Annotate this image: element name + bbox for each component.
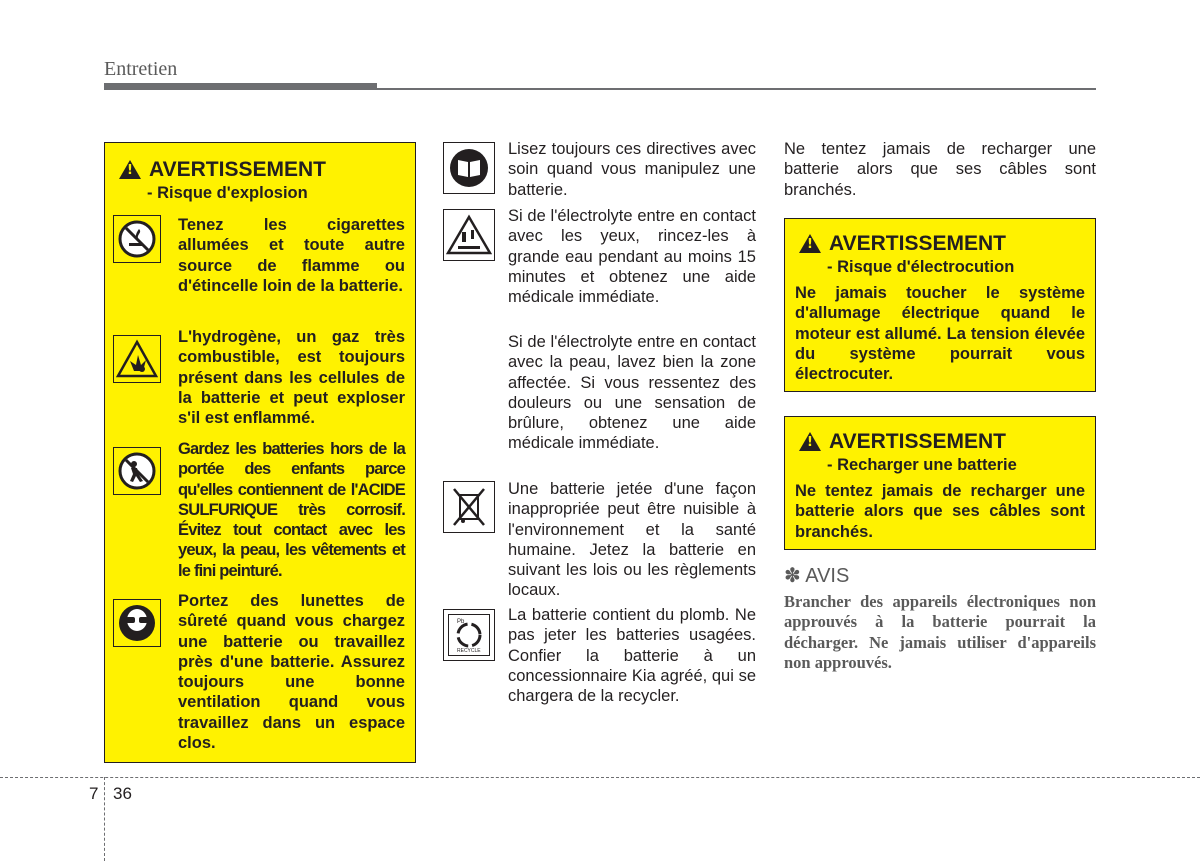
warning-item — [113, 215, 405, 296]
warning-box-recharge — [784, 416, 1096, 550]
notice-text: Brancher des appareils électroniques non approuvés à la batterie pourrait la décharger. Ne jamais utiliser d'appareils non approuvés. — [784, 592, 1096, 672]
warning-title: ! AVERTISSEMENT — [799, 233, 1085, 254]
footer-divider — [104, 777, 105, 861]
recycle-text: La batterie contient du plomb. Ne pas jeter les batteries usagées. Confier la batterie à un concessionnaire Kia agréé, qui se chargera de la recycler. — [508, 606, 756, 706]
notice-title: ✽ AVIS — [784, 565, 850, 587]
warning-triangle-icon — [799, 234, 821, 253]
recycle-pb-label: Pb — [457, 619, 465, 625]
warning-box-electrocution — [784, 218, 1096, 392]
warning-item — [113, 591, 405, 753]
instruction-text: Lisez toujours ces directives avec soin quand vous manipulez une batterie. — [508, 140, 756, 199]
recycle-label: RECYCLE — [457, 648, 481, 654]
corrosive-acid-icon — [443, 209, 495, 261]
page-number: 36 — [113, 784, 132, 803]
warning-item — [113, 327, 405, 428]
disposal-text: Une batterie jetée d'une façon inappropriée peut être nuisible à l'environnement et la santé humaine. Jetez la batterie en suivant les lois ou les règlements locaux. — [508, 480, 756, 600]
read-manual-icon — [443, 142, 495, 194]
warning-text: Ne tentez jamais de recharger une batterie alors que ses câbles sont branchés. — [795, 482, 1085, 541]
header-rule-thin — [377, 88, 1096, 90]
skin-contact-text: Si de l'électrolyte entre en contact avec la peau, lavez bien la zone affectée. Si vous ressentez des douleurs ou une sensation de brûlure, obtenez une aide médicale immédiate. — [508, 333, 756, 453]
warning-item-text: L'hydrogène, un gaz très combustible, est toujours présent dans les cellules de la batterie et peut exploser s'il est enflammé. — [178, 328, 405, 428]
warning-title: ! AVERTISSEMENT — [799, 431, 1085, 452]
page-header-title: Entretien — [104, 58, 178, 80]
warning-subtitle: - Risque d'explosion — [147, 184, 308, 202]
no-smoking-flame-icon — [113, 215, 161, 263]
header-rule — [104, 83, 377, 90]
warning-item-text: Tenez les cigarettes allumées et toute autre source de flamme ou d'étincelle loin de la batterie. — [178, 216, 405, 295]
warning-triangle-icon — [119, 160, 141, 179]
safety-goggles-icon — [113, 599, 161, 647]
crossed-bin-icon — [443, 481, 495, 533]
warning-title: ! AVERTISSEMENT — [119, 159, 326, 180]
footer-rule — [0, 777, 1200, 778]
warning-subtitle: - Recharger une batterie — [827, 456, 1017, 474]
eye-contact-text: Si de l'électrolyte entre en contact avec les yeux, rincez-les à grande eau pendant au moins 15 minutes et obtenez une aide médicale immédiate. — [508, 207, 756, 307]
explosion-icon — [113, 335, 161, 383]
warning-text: Ne jamais toucher le système d'allumage électrique quand le moteur est allumé. La tension élevée du système pourrait vous électrocuter. — [795, 284, 1085, 384]
keep-away-children-icon — [113, 447, 161, 495]
recharge-intro-text: Ne tentez jamais de recharger une batterie alors que ses câbles sont branchés. — [784, 140, 1096, 199]
warning-item-text: Gardez les batteries hors de la portée des enfants parce qu'elles contiennent de l'ACIDE SULFURIQUE très corrosif. Évitez tout contact avec les yeux, la peau, les vêtements et le fini peinturé. — [178, 440, 405, 580]
chapter-number: 7 — [89, 784, 99, 803]
warning-item — [113, 439, 405, 581]
recycle-icon — [443, 609, 495, 661]
warning-item-text: Portez des lunettes de sûreté quand vous chargez une batterie ou travaillez près d'une batterie. Assurez toujours une bonne ventilation quand vous travaillez dans un espace clos. — [178, 592, 405, 753]
warning-box-explosion — [104, 142, 416, 763]
warning-subtitle: - Risque d'électrocution — [827, 258, 1015, 276]
warning-triangle-icon — [799, 432, 821, 451]
